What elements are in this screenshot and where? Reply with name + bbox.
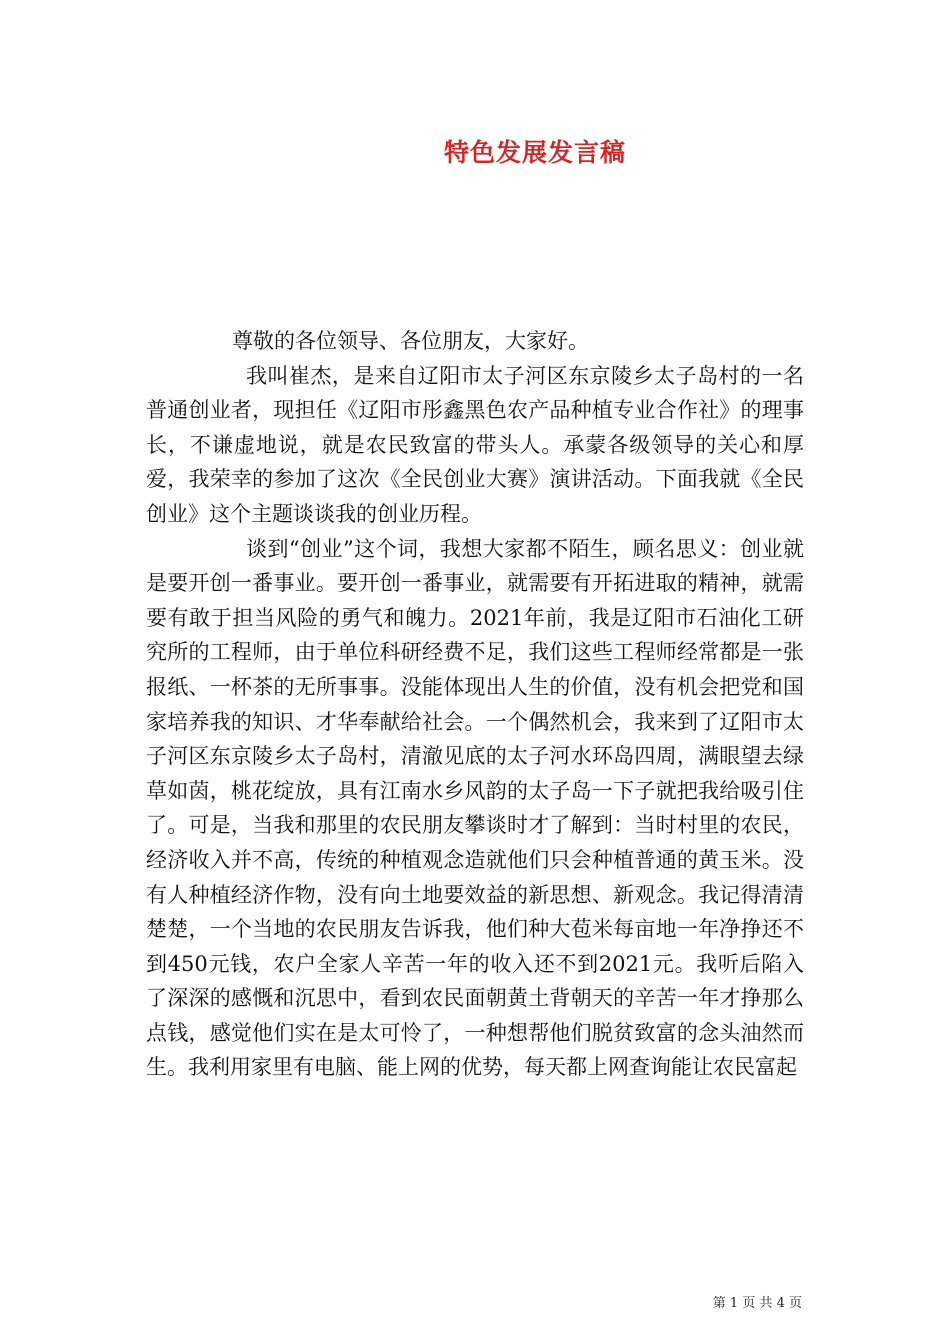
document-title: 特色发展发言稿 [443, 138, 626, 167]
paragraph-intro: 我叫崔杰，是来自辽阳市太子河区东京陵乡太子岛村的一名普通创业者，现担任《辽阳市彤鑫黑色农产品种植专业合作社》的理事长，不谦虚地说，就是农民致富的带头人。承蒙各级领导的关心和厚爱，我荣幸的参加了这次《全民创业大赛》演讲活动。下面我就《全民创业》这个主题谈谈我的创业历程。 [146, 363, 804, 526]
paragraph-story: 谈到“创业”这个词，我想大家都不陌生，顾名思义：创业就是要开创一番事业。要开创一番事业，就需要有开拓进取的精神，就需要有敢于担当风险的勇气和魄力。2021年前，我是辽阳市石油化工研究所的工程师，由于单位科研经费不足，我们这些工程师经常都是一张报纸、一杯茶的无所事事。没能体现出人生的价值，没有机会把党和国家培养我的知识、才华奉献给社会。一个偶然机会，我来到了辽阳市太子河区东京陵乡太子岛村，清澈见底的太子河水环岛四周，满眼望去绿草如茵，桃花绽放，具有江南水乡风韵的太子岛一下子就把我给吸引住了。可是，当我和那里的农民朋友攀谈时才了解到：当时村里的农民，经济收入并不高，传统的种植观念造就他们只会种植普通的黄玉米。没有人种植经济作物，没有向土地要效益的新思想、新观念。我记得清清楚楚，一个当地的农民朋友告诉我，他们种大苞米每亩地一年净挣还不到450元钱，农户全家人辛苦一年的收入还不到2021元。我听后陷入了深深的感慨和沉思中，看到农民面朝黄土背朝天的辛苦一年才挣那么点钱，感觉他们实在是太可怜了，一种想帮他们脱贫致富的念头油然而生。我利用家里有电脑、能上网的优势，每天都上网查询能让农民富起 [146, 536, 804, 1080]
page-number: 第 1 页 共 4 页 [712, 1296, 802, 1311]
document-body [146, 324, 804, 1085]
greeting-line: 尊敬的各位领导、各位朋友，大家好。 [232, 329, 589, 353]
